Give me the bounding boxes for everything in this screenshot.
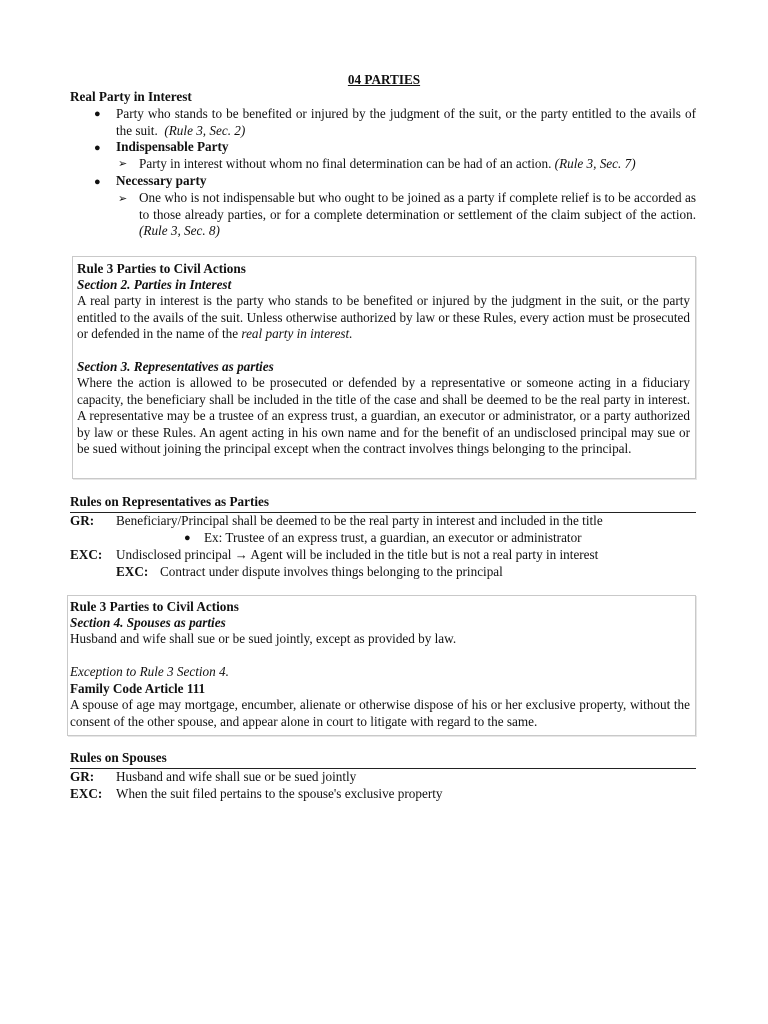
section2-title: Section 2. Parties in Interest [77, 277, 232, 292]
exc2-label: EXC: [116, 564, 149, 579]
bullet-icon: ● [94, 176, 101, 188]
real-party-heading: Real Party in Interest [70, 89, 192, 104]
bullet-icon: ● [94, 142, 101, 154]
example-text: Ex: Trustee of an express trust, a guardian, an executor or administrator [204, 530, 582, 545]
spouses-exc-label: EXC: [70, 786, 103, 801]
rules-representatives-heading: Rules on Representatives as Parties [70, 494, 270, 509]
spouses-exc-text: When the suit filed pertains to the spouse's exclusive property [116, 786, 443, 801]
section2-text: A real party in interest is the party who stands to be benefited or injured by the judgment in the suit, or the party entitled to the avails of the suit. Unless otherwise authorized by law or these Rules, every action must be prosecuted or defended in the name of the real party in interest. [77, 293, 690, 341]
necessary-definition: One who is not indispensable but who ought to be joined as a party if complete relief is to be accorded as to those already parties, or for a complete determination or settlement of the claim subject of the action. (Rule 3, Sec. 8) [139, 190, 696, 238]
section4-title: Section 4. Spouses as parties [70, 615, 226, 630]
box2-heading: Rule 3 Parties to Civil Actions [70, 599, 239, 614]
indispensable-label: Indispensable Party [116, 139, 229, 154]
exc-label: EXC: [70, 547, 103, 562]
family-code-heading: Family Code Article 111 [70, 681, 206, 696]
necessary-label: Necessary party [116, 173, 207, 188]
indispensable-definition: Party in interest without whom no final determination can be had of an action. (Rule 3, Sec. 7) [139, 156, 636, 171]
section4-text: Husband and wife shall sue or be sued jointly, except as provided by law. [70, 631, 457, 646]
box1-heading: Rule 3 Parties to Civil Actions [77, 261, 246, 276]
spouses-gr-label: GR: [70, 769, 95, 784]
bullet-icon: ● [94, 108, 101, 120]
spouses-gr-text: Husband and wife shall sue or be sued jointly [116, 769, 357, 784]
page-title: 04 PARTIES [347, 72, 421, 87]
family-code-text: A spouse of age may mortgage, encumber, alienate or otherwise dispose of his or her exclusive property, without the consent of the other spouse, and appear alone in court to litigate with regard to the same. [70, 697, 690, 729]
gr-label: GR: [70, 513, 95, 528]
exc-text: Undisclosed principal → Agent will be included in the title but is not a real party in interest [116, 547, 599, 562]
exc2-text: Contract under dispute involves things belonging to the principal [160, 564, 503, 579]
section3-title: Section 3. Representatives as parties [77, 359, 274, 374]
gr-text: Beneficiary/Principal shall be deemed to be the real party in interest and included in the title [116, 513, 603, 528]
arrow-bullet-icon: ➢ [118, 193, 128, 205]
real-party-definition: Party who stands to be benefited or injured by the judgment of the suit, or the party entitled to the avails of the suit. (Rule 3, Sec. 2) [116, 106, 696, 138]
exception-label: Exception to Rule 3 Section 4. [70, 664, 229, 679]
arrow-bullet-icon: ➢ [118, 158, 128, 170]
section3-text: Where the action is allowed to be prosecuted or defended by a representative or someone acting in a fiduciary capacity, the beneficiary shall be included in the title of the case and shall be deemed to be the real party in interest. A representative may be a trustee of an express trust, a guardian, an executor or administrator, or a party authorized by law or these Rules. An agent acting in his own name and for the benefit of an undisclosed principal may sue or be sued without joining the principal except when the contract involves things belonging to the principal. [77, 375, 690, 456]
rules-spouses-heading: Rules on Spouses [70, 750, 167, 765]
bullet-icon: ● [184, 532, 191, 544]
